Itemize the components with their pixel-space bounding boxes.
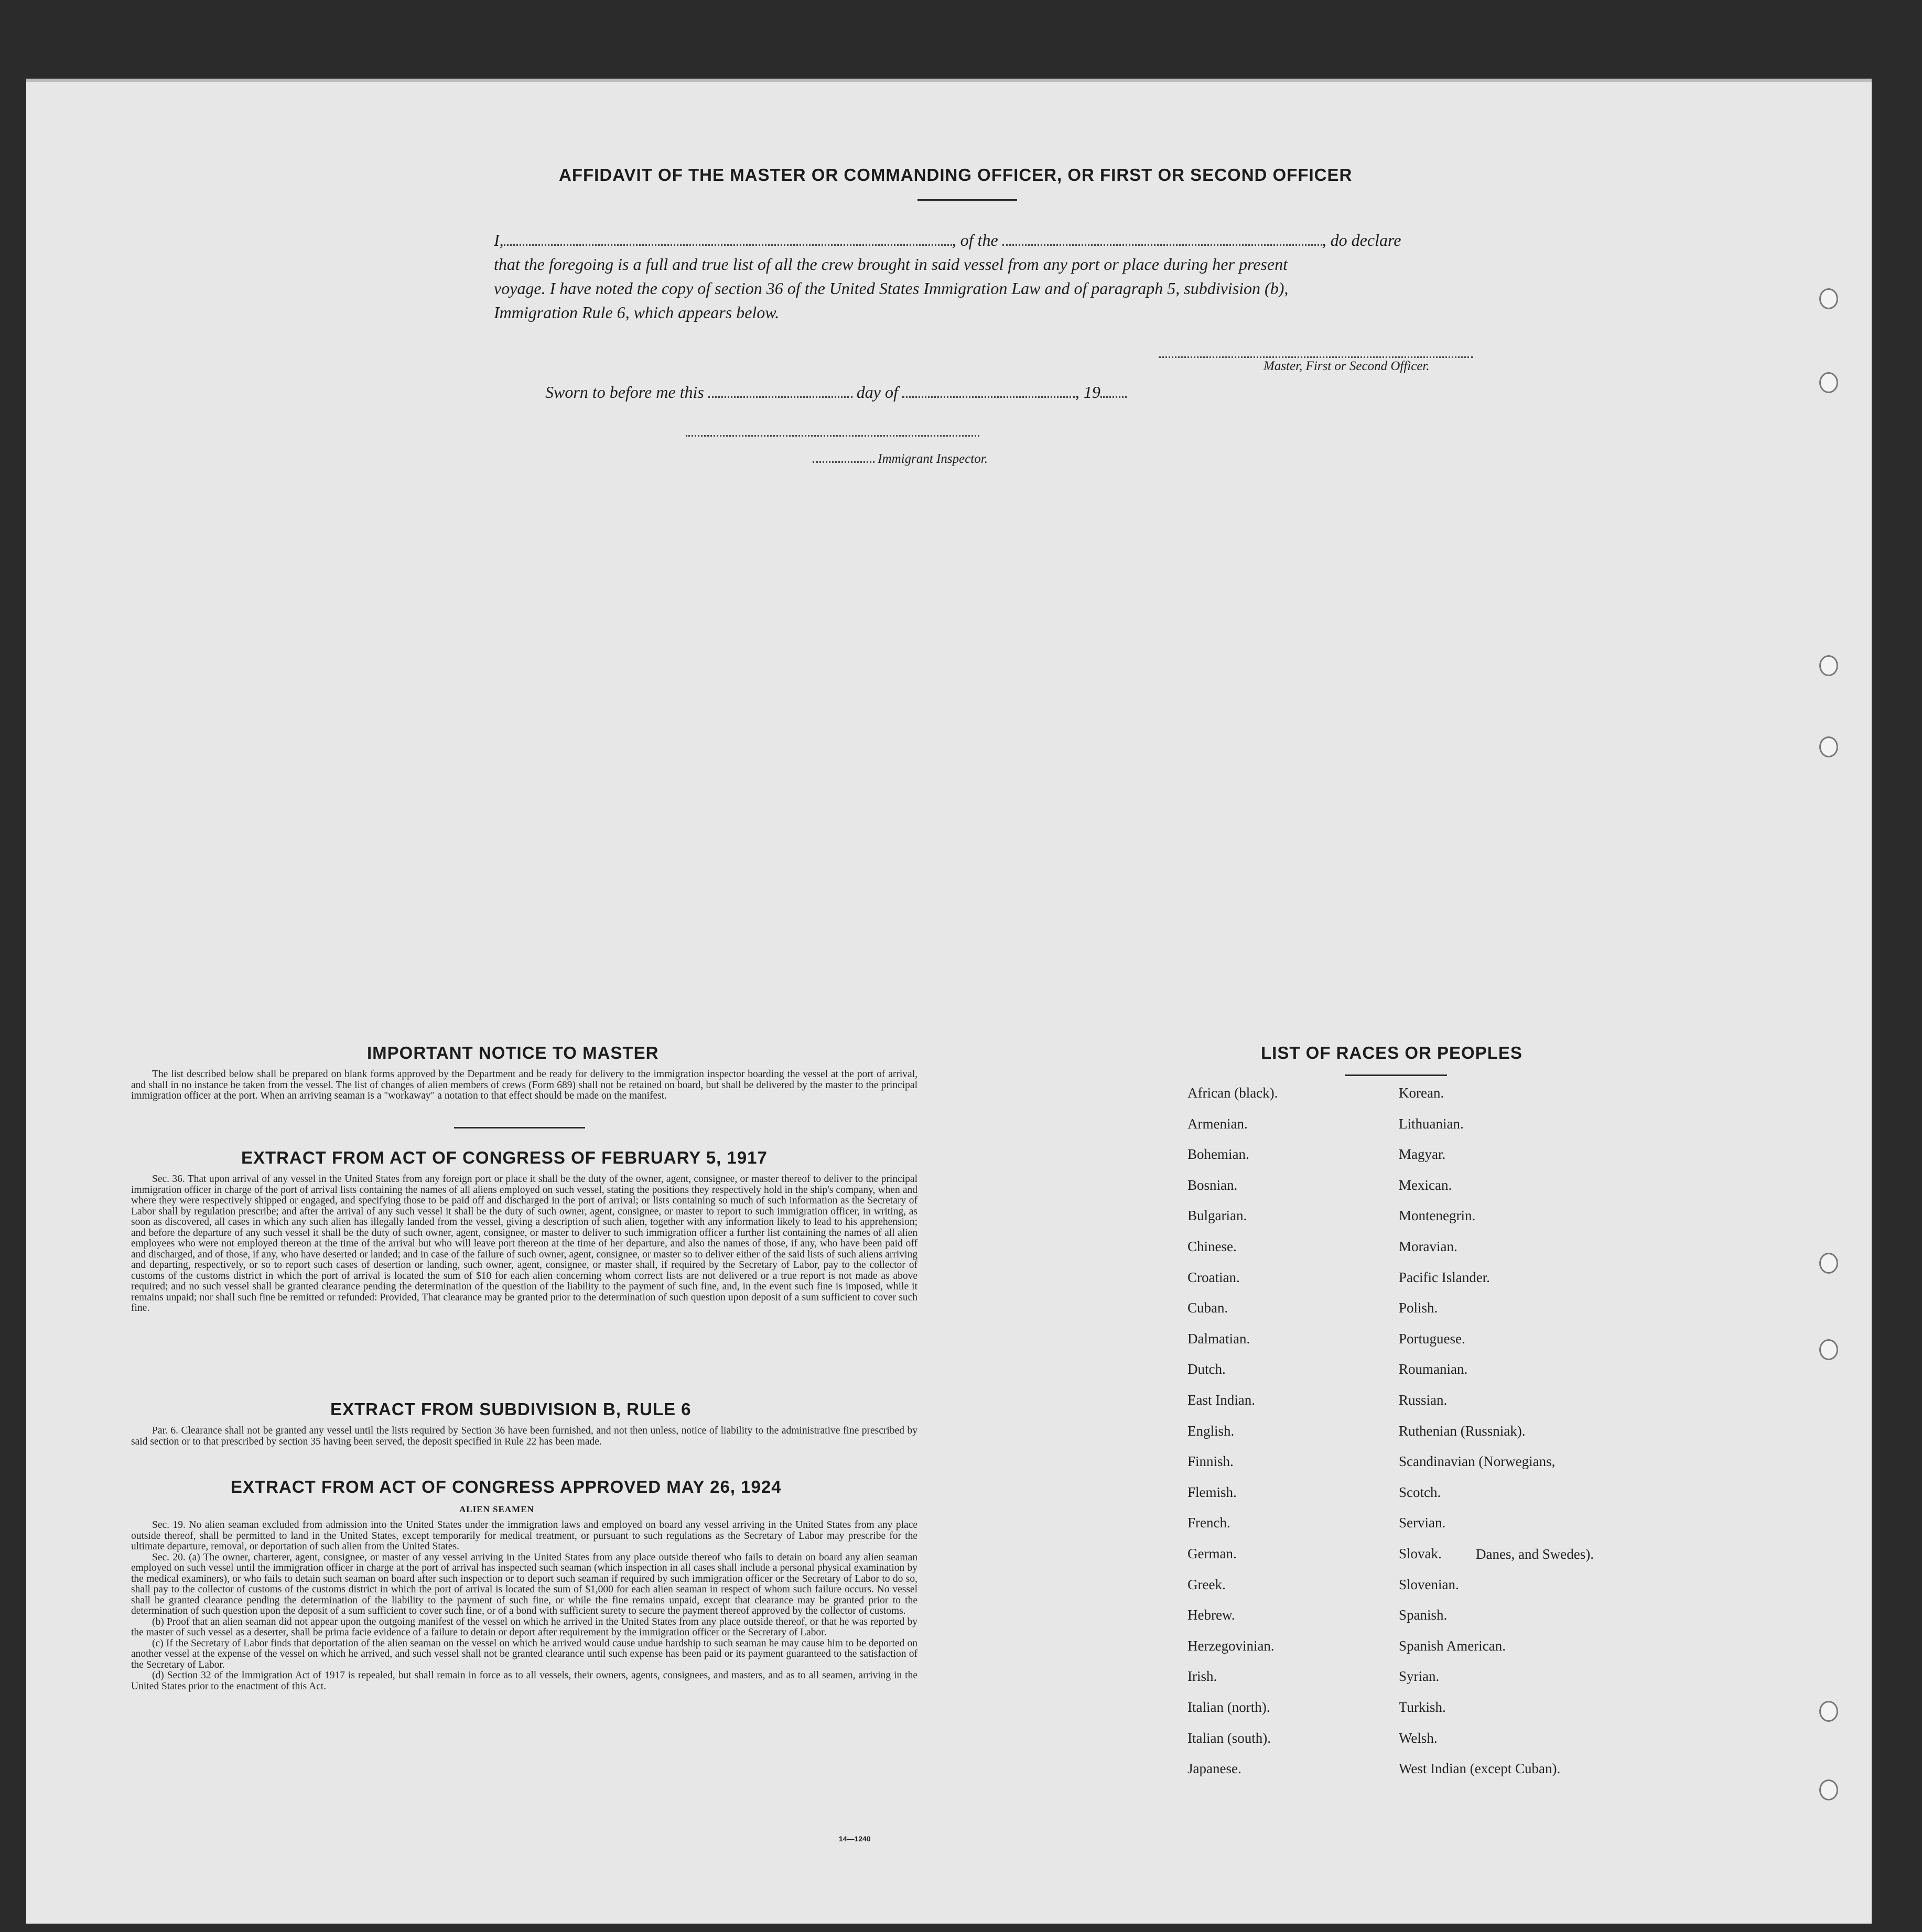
- form-number: 14—1240: [839, 1835, 871, 1843]
- extract-1924-body: [131, 1520, 917, 1692]
- master-name-field[interactable]: [504, 244, 952, 246]
- race-item: Syrian.: [1399, 1668, 1440, 1685]
- affidavit-declare: , do declare: [1322, 231, 1401, 249]
- race-item: Magyar.: [1399, 1146, 1446, 1163]
- year-label: , 19: [1075, 383, 1100, 401]
- sec-36-paragraph: Sec. 36. That upon arrival of any vessel in the United States from any foreign port or place it shall be the duty of the owner, agent, consignee, or master thereof to deliver to the principal immigration officer in charge of the port of arrival lists containing the names of all aliens employed on such vessel, stating the positions they respectively hold in the ship's company, when and where they were respectively shipped or engaged, and specifying those to be paid off and discharged in the port of arrival; or lists containing so much of such information as the Secretary of Labor shall by regulation prescribe; and after the arrival of any such vessel it shall be the duty of such owner, agent, consignee, or master to report to such immigration officer, in writing, as soon as discovered, all cases in which any such alien has illegally landed from the vessel, giving a description of such alien, together with any information likely to lead to his apprehension; and before the departure of any such vessel it shall be the duty of such owner, agent, consignee, or master to deliver to such immigration officer a further list containing the names of all alien employees who were not employed thereon at the time of the arrival but who will leave port thereon at the time of her departure, and also the names of those, if any, who have been paid off and discharged, and of those, if any, who have deserted or landed; and in case of the failure of such owner, agent, consignee, or master so to deliver either of the said lists of such aliens arriving and departing, respectively, or so to report such cases of desertion or landing, such owner, agent, consignee, or master shall, if required by the Secretary of Labor, pay to the collector of customs of the customs district in which the port of arrival is located the sum of $10 for each alien concerning whom correct lists are not delivered or a true report is not made as above required; and no such vessel shall be granted clearance pending the determination of the question of the liability to the payment of such fine, and, in the event such fine is imposed, while it remains unpaid; nor shall such fine be remitted or refunded: Provided, That clearance may be granted prior to the determination of such question upon deposit of a sum sufficient to cover such fine.: [131, 1174, 917, 1314]
- punch-hole: [1819, 655, 1838, 676]
- race-item: Bohemian.: [1187, 1146, 1249, 1163]
- sworn-line: [545, 383, 1127, 402]
- punch-hole: [1819, 1339, 1838, 1360]
- race-item: Servian.: [1399, 1515, 1446, 1531]
- punch-hole: [1819, 1779, 1838, 1800]
- affidavit-i: I,: [494, 231, 504, 249]
- race-item: Cuban.: [1187, 1300, 1228, 1316]
- race-item: Spanish.: [1399, 1607, 1448, 1623]
- race-item: Scotch.: [1399, 1484, 1441, 1500]
- inspector-dots: [813, 461, 874, 463]
- race-item: Italian (north).: [1187, 1699, 1270, 1715]
- race-item: English.: [1187, 1423, 1235, 1439]
- sworn-month-field[interactable]: [902, 396, 1075, 398]
- sworn-day-field[interactable]: [708, 396, 852, 398]
- sworn-label: Sworn to before me this: [545, 383, 704, 401]
- affidavit-of-the: , of the: [952, 231, 998, 249]
- inspector-line: [813, 452, 988, 466]
- punch-hole: [1819, 288, 1838, 309]
- race-item: Italian (south).: [1187, 1730, 1271, 1746]
- inspector-signature-line[interactable]: [686, 435, 979, 437]
- race-item: Scandinavian (Norwegians,: [1399, 1453, 1556, 1470]
- race-item: Slovenian.: [1399, 1576, 1459, 1592]
- race-item: Bulgarian.: [1187, 1208, 1247, 1224]
- race-item: Dutch.: [1187, 1361, 1226, 1377]
- race-item: Welsh.: [1399, 1730, 1438, 1746]
- race-item: Finnish.: [1187, 1453, 1234, 1470]
- officer-signature-line[interactable]: [1159, 356, 1473, 358]
- notice-paragraph: The list described below shall be prepared on blank forms approved by the Department and be ready for delivery to the immigration inspector boarding the vessel at the port of arrival, and shall in no instance be taken from the vessel. The list of changes of alien members of crews (Form 689) shall not be retained on board, but shall be delivered by the master to the principal immigration officer at the port. When an arriving seaman is a "workaway" a notation to that effect should be made on the manifest.: [131, 1069, 917, 1101]
- race-item: Korean.: [1399, 1085, 1444, 1101]
- affidavit-line-3: voyage. I have noted the copy of section 36 of the United States Immigration Law and of paragraph 5, subdivision (b),: [494, 279, 1289, 298]
- extract-1924-title: EXTRACT FROM ACT OF CONGRESS APPROVED MAY 26, 1924: [231, 1477, 782, 1496]
- race-item: Pacific Islander.: [1399, 1269, 1490, 1285]
- sheet-top-edge: [26, 79, 1872, 82]
- race-item: Croatian.: [1187, 1269, 1240, 1285]
- sec-20a-paragraph: Sec. 20. (a) The owner, charterer, agent, consignee, or master of any vessel arriving in the United States from any place outside thereof who fails to detain on board any alien seaman employed on such vessel until the immigration officer in charge at the port of arrival has inspected such seaman (which inspection in all cases shall include a personal physical examination by the medical examiners), or who fails to detain such seaman on board after such inspection or to deport such seaman if required by such immigration officer or the Secretary of Labor to do so, shall pay to the collector of customs of the customs district in which the port of arrival is located the sum of $1,000 for each alien seaman in respect of whom such failure occurs. No vessel shall be granted clearance pending the determination of the liability to the payment of such fine, or while the fine remains unpaid, except that clearance may be granted prior to the determination of such question upon the deposit of a sum sufficient to cover such fine, or of a bond with sufficient surety to secure the payment thereof approved by the collector of customs.: [131, 1551, 917, 1616]
- races-title: LIST OF RACES OR PEOPLES: [1261, 1043, 1523, 1062]
- race-item: French.: [1187, 1515, 1230, 1531]
- punch-hole: [1819, 1253, 1838, 1274]
- section-rule: [454, 1127, 585, 1128]
- sec-20d-paragraph: (d) Section 32 of the Immigration Act of 1917 is repealed, but shall remain in force as to all vessels, their owners, agents, consignees, and masters, and as to all seamen, arriving in the United States prior to the enactment of this Act.: [131, 1670, 917, 1692]
- sworn-year-field[interactable]: [1100, 396, 1127, 398]
- affidavit-line-4: Immigration Rule 6, which appears below.: [494, 303, 780, 322]
- race-item: Herzegovinian.: [1187, 1637, 1275, 1654]
- notice-title: IMPORTANT NOTICE TO MASTER: [367, 1043, 659, 1062]
- extract-rule6-title: EXTRACT FROM SUBDIVISION B, RULE 6: [330, 1399, 692, 1419]
- title-rule: [917, 199, 1017, 201]
- alien-seamen-subtitle: ALIEN SEAMEN: [459, 1504, 534, 1514]
- race-item: Roumanian.: [1399, 1361, 1468, 1377]
- race-item: Portuguese.: [1399, 1330, 1465, 1347]
- race-item: African (black).: [1187, 1085, 1278, 1101]
- extract-rule6-body: [131, 1426, 917, 1447]
- notice-body: [131, 1069, 917, 1102]
- race-item: Mexican.: [1399, 1177, 1452, 1193]
- punch-hole: [1819, 372, 1838, 393]
- race-item: Flemish.: [1187, 1484, 1237, 1500]
- race-item: Polish.: [1399, 1300, 1438, 1316]
- race-continuation: Danes, and Swedes).: [1476, 1546, 1594, 1562]
- extract-1917-body: [131, 1174, 917, 1314]
- extract-1917-title: EXTRACT FROM ACT OF CONGRESS OF FEBRUARY 5, 1917: [241, 1148, 768, 1167]
- inspector-label: Immigrant Inspector.: [878, 452, 988, 466]
- vessel-name-field[interactable]: [1002, 244, 1322, 246]
- form-sheet: [26, 79, 1872, 1924]
- day-of-label: day of: [856, 383, 898, 401]
- race-item: Slovak.: [1399, 1546, 1442, 1561]
- race-item: German.: [1187, 1546, 1237, 1561]
- race-item: Japanese.: [1187, 1761, 1241, 1777]
- sec-20c-paragraph: (c) If the Secretary of Labor finds that deportation of the alien seaman on the vessel on which he arrived would cause undue hardship to such seaman he may cause him to be deported on another vessel at the expense of the vessel on which he arrived, and such vessel shall not be granted clearance until such expense has been paid or its payment guaranteed to the satisfaction of the Secretary of Labor.: [131, 1637, 917, 1670]
- race-item: Spanish American.: [1399, 1637, 1506, 1654]
- race-item: Irish.: [1187, 1668, 1217, 1685]
- officer-label: Master, First or Second Officer.: [1264, 359, 1430, 373]
- affidavit-title: AFFIDAVIT OF THE MASTER OR COMMANDING OFFICER, OR FIRST OR SECOND OFFICER: [559, 165, 1353, 184]
- sec-19-paragraph: Sec. 19. No alien seaman excluded from admission into the United States under the immigration laws and employed on board any vessel arriving in the United States from any place outside thereof, shall be permitted to land in the United States, except temporarily for medical treatment, or pursuant to such regulations as the Secretary of Labor may prescribe for the ultimate departure, removal, or deportation of such alien from the United States.: [131, 1519, 917, 1552]
- race-item: East Indian.: [1187, 1392, 1255, 1408]
- race-item: Dalmatian.: [1187, 1330, 1250, 1347]
- races-rule: [1345, 1074, 1447, 1076]
- race-item: Armenian.: [1187, 1115, 1248, 1132]
- race-item: Greek.: [1187, 1576, 1226, 1592]
- race-item: Montenegrin.: [1399, 1208, 1476, 1224]
- race-item: Lithuanian.: [1399, 1115, 1464, 1132]
- par-6-paragraph: Par. 6. Clearance shall not be granted any vessel until the lists required by Section 36 have been furnished, and not then unless, notice of liability to the administrative fine prescribed by said section or to that prescribed by section 35 having been served, the deposit specified in Rule 22 has been made.: [131, 1425, 917, 1447]
- punch-hole: [1819, 736, 1838, 757]
- sec-20b-paragraph: (b) Proof that an alien seaman did not appear upon the outgoing manifest of the vessel on which he arrived in the United States from any place outside thereof, or that he was reported by the master of such vessel as a deserter, shall be prima facie evidence of a failure to detain or deport after requirement by the immigration officer or the Secretary of Labor.: [131, 1616, 917, 1638]
- race-item: Ruthenian (Russniak).: [1399, 1423, 1526, 1439]
- race-item: Bosnian.: [1187, 1177, 1238, 1193]
- affidavit-line-1: [494, 231, 1401, 250]
- affidavit-line-2: that the foregoing is a full and true list of all the crew brought in said vessel from any port or place during her present: [494, 255, 1288, 274]
- punch-hole: [1819, 1701, 1838, 1722]
- race-item: West Indian (except Cuban).: [1399, 1761, 1561, 1777]
- race-item: Moravian.: [1399, 1239, 1457, 1254]
- race-item: Chinese.: [1187, 1239, 1237, 1254]
- race-item: Russian.: [1399, 1392, 1448, 1408]
- race-item: Hebrew.: [1187, 1607, 1235, 1623]
- race-item: Turkish.: [1399, 1699, 1446, 1715]
